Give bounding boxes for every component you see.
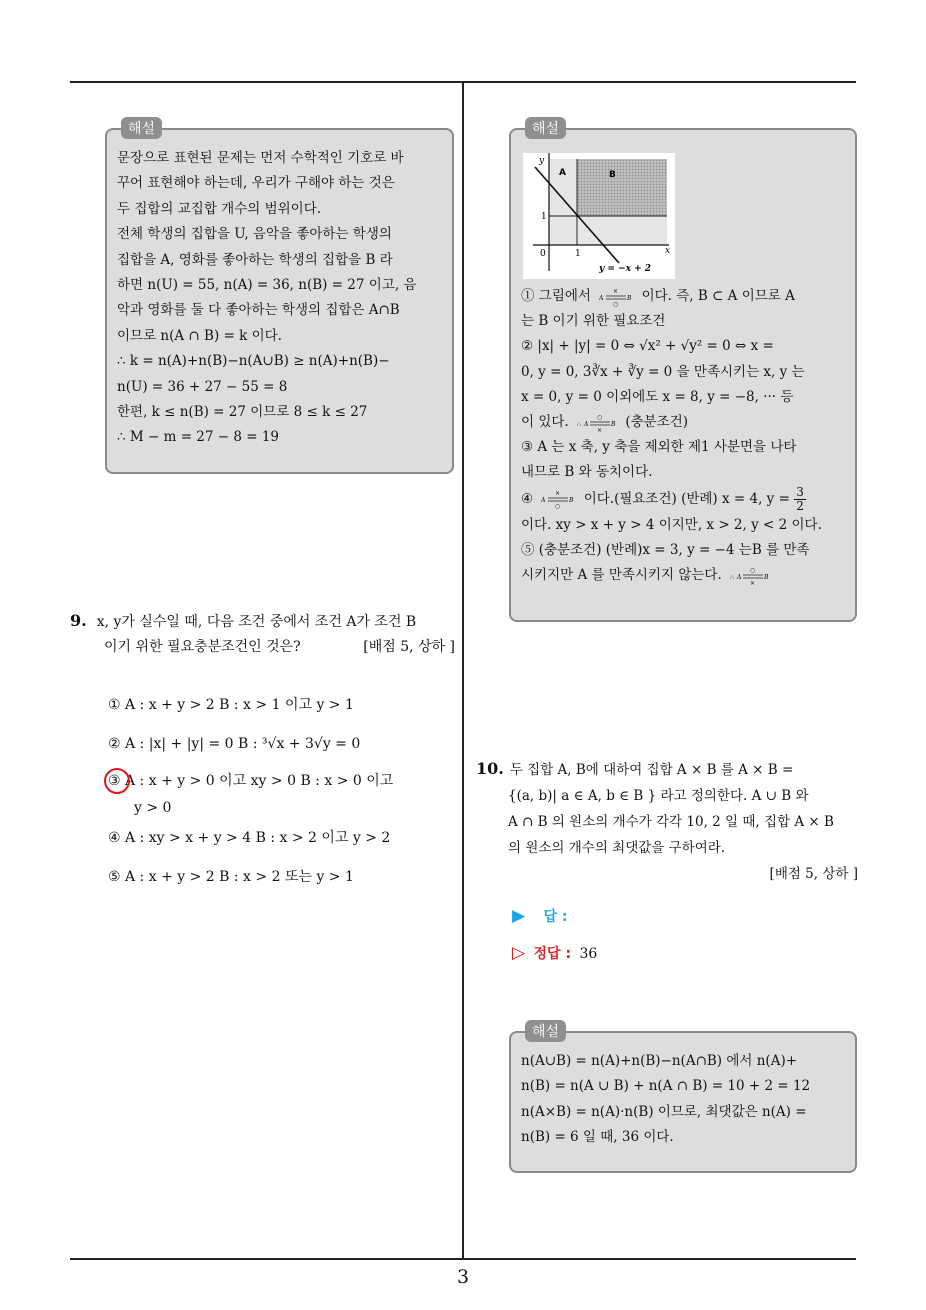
solution-line: 두 집합의 교집합 개수의 범위이다.	[117, 200, 322, 217]
tick-label: 1	[575, 249, 581, 259]
bottom-rule	[70, 1258, 856, 1260]
mini-label: ○	[750, 566, 756, 574]
solution-line: 하면 n(U) = 55, n(A) = 36, n(B) = 27 이고, 음	[117, 277, 417, 294]
left-solution-text	[107, 130, 452, 451]
tick-label: 1	[541, 212, 547, 222]
solution-line: 문장으로 표현된 문제는 먼저 수학적인 기호로 바	[117, 150, 404, 166]
solution-line: 내므로 B 와 동치이다.	[521, 464, 653, 481]
solution-line: 0, y = 0, 3∛x + ∛y = 0 을 만족시키는 x, y 는	[521, 363, 805, 380]
solution-line: n(B) = n(A ∪ B) + n(A ∩ B) = 10 + 2 = 12	[521, 1078, 811, 1095]
play-icon: ▶	[512, 906, 526, 926]
implication-figure	[541, 489, 575, 509]
solution-line: 이므로 n(A ∩ B) = k 이다.	[117, 327, 282, 344]
mini-label: ○	[613, 300, 619, 307]
solution-line: 한편, k ≤ n(B) = 27 이므로 8 ≤ k ≤ 27	[117, 404, 368, 421]
origin-label: 0	[540, 249, 546, 259]
page-number: 3	[456, 1266, 470, 1288]
implication-figure	[599, 287, 633, 307]
mini-label: B	[569, 497, 574, 505]
solution-tag: 해설	[121, 117, 162, 139]
solution-line: 이다. xy > x + y > 4 이지만, x > 2, y < 2 이다.	[521, 516, 822, 533]
question-text: 두 집합 A, B에 대하여 집합 A × B 를 A × B =	[509, 762, 794, 778]
mini-label: A	[584, 420, 589, 428]
mini-label: B	[627, 294, 632, 302]
answer-label: 답 :	[543, 909, 568, 925]
selected-answer-circle	[104, 768, 130, 794]
score-label: [배점 5, 상하 ]	[769, 866, 858, 882]
right-solution-box	[509, 121, 857, 622]
question-9	[70, 608, 455, 660]
mini-label: B	[764, 573, 769, 581]
solution-line: n(B) = 6 일 때, 36 이다.	[521, 1129, 674, 1146]
solution-line: 악과 영화를 둘 다 좋아하는 학생의 집합은 A∩B	[117, 302, 400, 319]
mini-label: ∴	[730, 573, 734, 581]
solution-line: ∴ k = n(A)+n(B)−n(A∪B) ≥ n(A)+n(B)−	[117, 353, 390, 370]
solution-line: ④	[521, 490, 534, 507]
implication-figure	[577, 413, 617, 433]
solution-line: (충분조건)	[625, 414, 689, 431]
region-graph	[523, 153, 675, 279]
outline-play-icon: ▷	[512, 943, 526, 963]
correct-answer-value: 36	[579, 946, 598, 962]
mini-label: ○	[597, 413, 603, 421]
bottom-solution-text	[511, 1033, 855, 1151]
implication-figure	[730, 566, 770, 586]
option-4[interactable]: ④ A : xy > x + y > 4 B : x > 2 이고 y > 2	[108, 830, 391, 846]
question-10	[476, 756, 858, 887]
solution-line: 이다. 즉, B ⊂ A 이므로 A	[641, 288, 795, 304]
option-2[interactable]: ② A : |x| + |y| = 0 B : ³√x + 3√y = 0	[108, 736, 361, 752]
mini-label: ×	[597, 426, 603, 433]
right-solution-text	[511, 284, 875, 588]
solution-line: 전체 학생의 집합을 U, 음악을 좋아하는 학생의	[117, 226, 392, 243]
solution-line: ① 그림에서	[521, 288, 591, 304]
option-1[interactable]: ① A : x + y > 2 B : x > 1 이고 y > 1	[108, 697, 354, 713]
left-solution-box	[105, 121, 454, 474]
solution-line: ⑤ (충분조건) (반례)x = 3, y = −4 는B 를 만족	[521, 541, 810, 558]
option-3-continued: y > 0	[134, 800, 172, 816]
question-text: 이기 위한 필요충분조건인 것은?	[104, 639, 301, 655]
region-a-label: A	[559, 168, 566, 178]
question-text: x, y가 실수일 때, 다음 조건 중에서 조건 A가 조건 B	[96, 614, 417, 630]
solution-line: x = 0, y = 0 이외에도 x = 8, y = −8, ··· 등	[521, 388, 794, 405]
region-b-shading	[577, 159, 667, 216]
option-5[interactable]: ⑤ A : x + y > 2 B : x > 2 또는 y > 1	[108, 869, 354, 885]
column-divider	[462, 82, 464, 1258]
solution-line: 는 B 이기 위한 필요조건	[521, 313, 666, 330]
correct-answer-row	[512, 943, 597, 963]
solution-line: n(A∪B) = n(A)+n(B)−n(A∩B) 에서 n(A)+	[521, 1053, 798, 1069]
correct-answer-label: 정답 :	[533, 946, 572, 962]
question-number: 9.	[70, 611, 87, 630]
solution-line: 이 있다.	[521, 414, 569, 431]
solution-tag: 해설	[525, 117, 566, 139]
solution-line: n(A×B) = n(A)·n(B) 이므로, 최댓값은 n(A) =	[521, 1103, 807, 1120]
mini-label: ∴	[577, 420, 581, 428]
region-b-label: B	[609, 170, 616, 180]
question-number: 10.	[476, 759, 504, 778]
y-axis-label: y	[539, 156, 545, 166]
score-label: [배점 5, 상하 ]	[363, 639, 455, 655]
solution-tag: 해설	[525, 1020, 566, 1042]
mini-label: A	[541, 497, 546, 505]
mini-label: A	[599, 294, 604, 302]
solution-line: ∴ M − m = 27 − 8 = 19	[117, 429, 280, 446]
option-3[interactable]: ③ A : x + y > 0 이고 xy > 0 B : x > 0 이고	[108, 773, 394, 789]
solution-line: 시키지만 A 를 만족시키지 않는다.	[521, 567, 722, 584]
question-text: A ∩ B 의 원소의 개수가 각각 10, 2 일 때, 집합 A × B	[508, 814, 834, 830]
mini-label: ×	[613, 287, 619, 295]
question-text: {(a, b)| a ∈ A, b ∈ B } 라고 정의한다. A ∪ B 와	[508, 788, 809, 804]
mini-label: ○	[555, 503, 561, 510]
x-axis-label: x	[665, 246, 671, 256]
fraction-numerator: 3	[796, 484, 804, 499]
line-equation-label: y = −x + 2	[599, 264, 652, 274]
bottom-solution-box	[509, 1024, 857, 1173]
mini-label: ×	[750, 579, 756, 586]
solution-line: ② |x| + |y| = 0 ⇔ √x² + √y² = 0 ⇔ x =	[521, 338, 774, 355]
answer-row[interactable]	[512, 906, 568, 926]
fraction	[794, 486, 806, 513]
solution-line: n(U) = 36 + 27 − 55 = 8	[117, 378, 288, 395]
mini-label: A	[737, 573, 742, 581]
fraction-denominator: 2	[796, 498, 804, 513]
mini-label: B	[611, 420, 616, 428]
solution-line: 집합을 A, 영화를 좋아하는 학생의 집합을 B 라	[117, 251, 393, 268]
mini-label: ×	[555, 490, 561, 498]
question-text: 의 원소의 개수의 최댓값을 구하여라.	[508, 840, 726, 856]
solution-line: ③ A 는 x 축, y 축을 제외한 제1 사분면을 나타	[521, 439, 797, 456]
solution-line: 꾸어 표현해야 하는데, 우리가 구해야 하는 것은	[117, 175, 395, 192]
solution-line: 이다.(필요조건) (반례) x = 4, y =	[583, 490, 790, 507]
